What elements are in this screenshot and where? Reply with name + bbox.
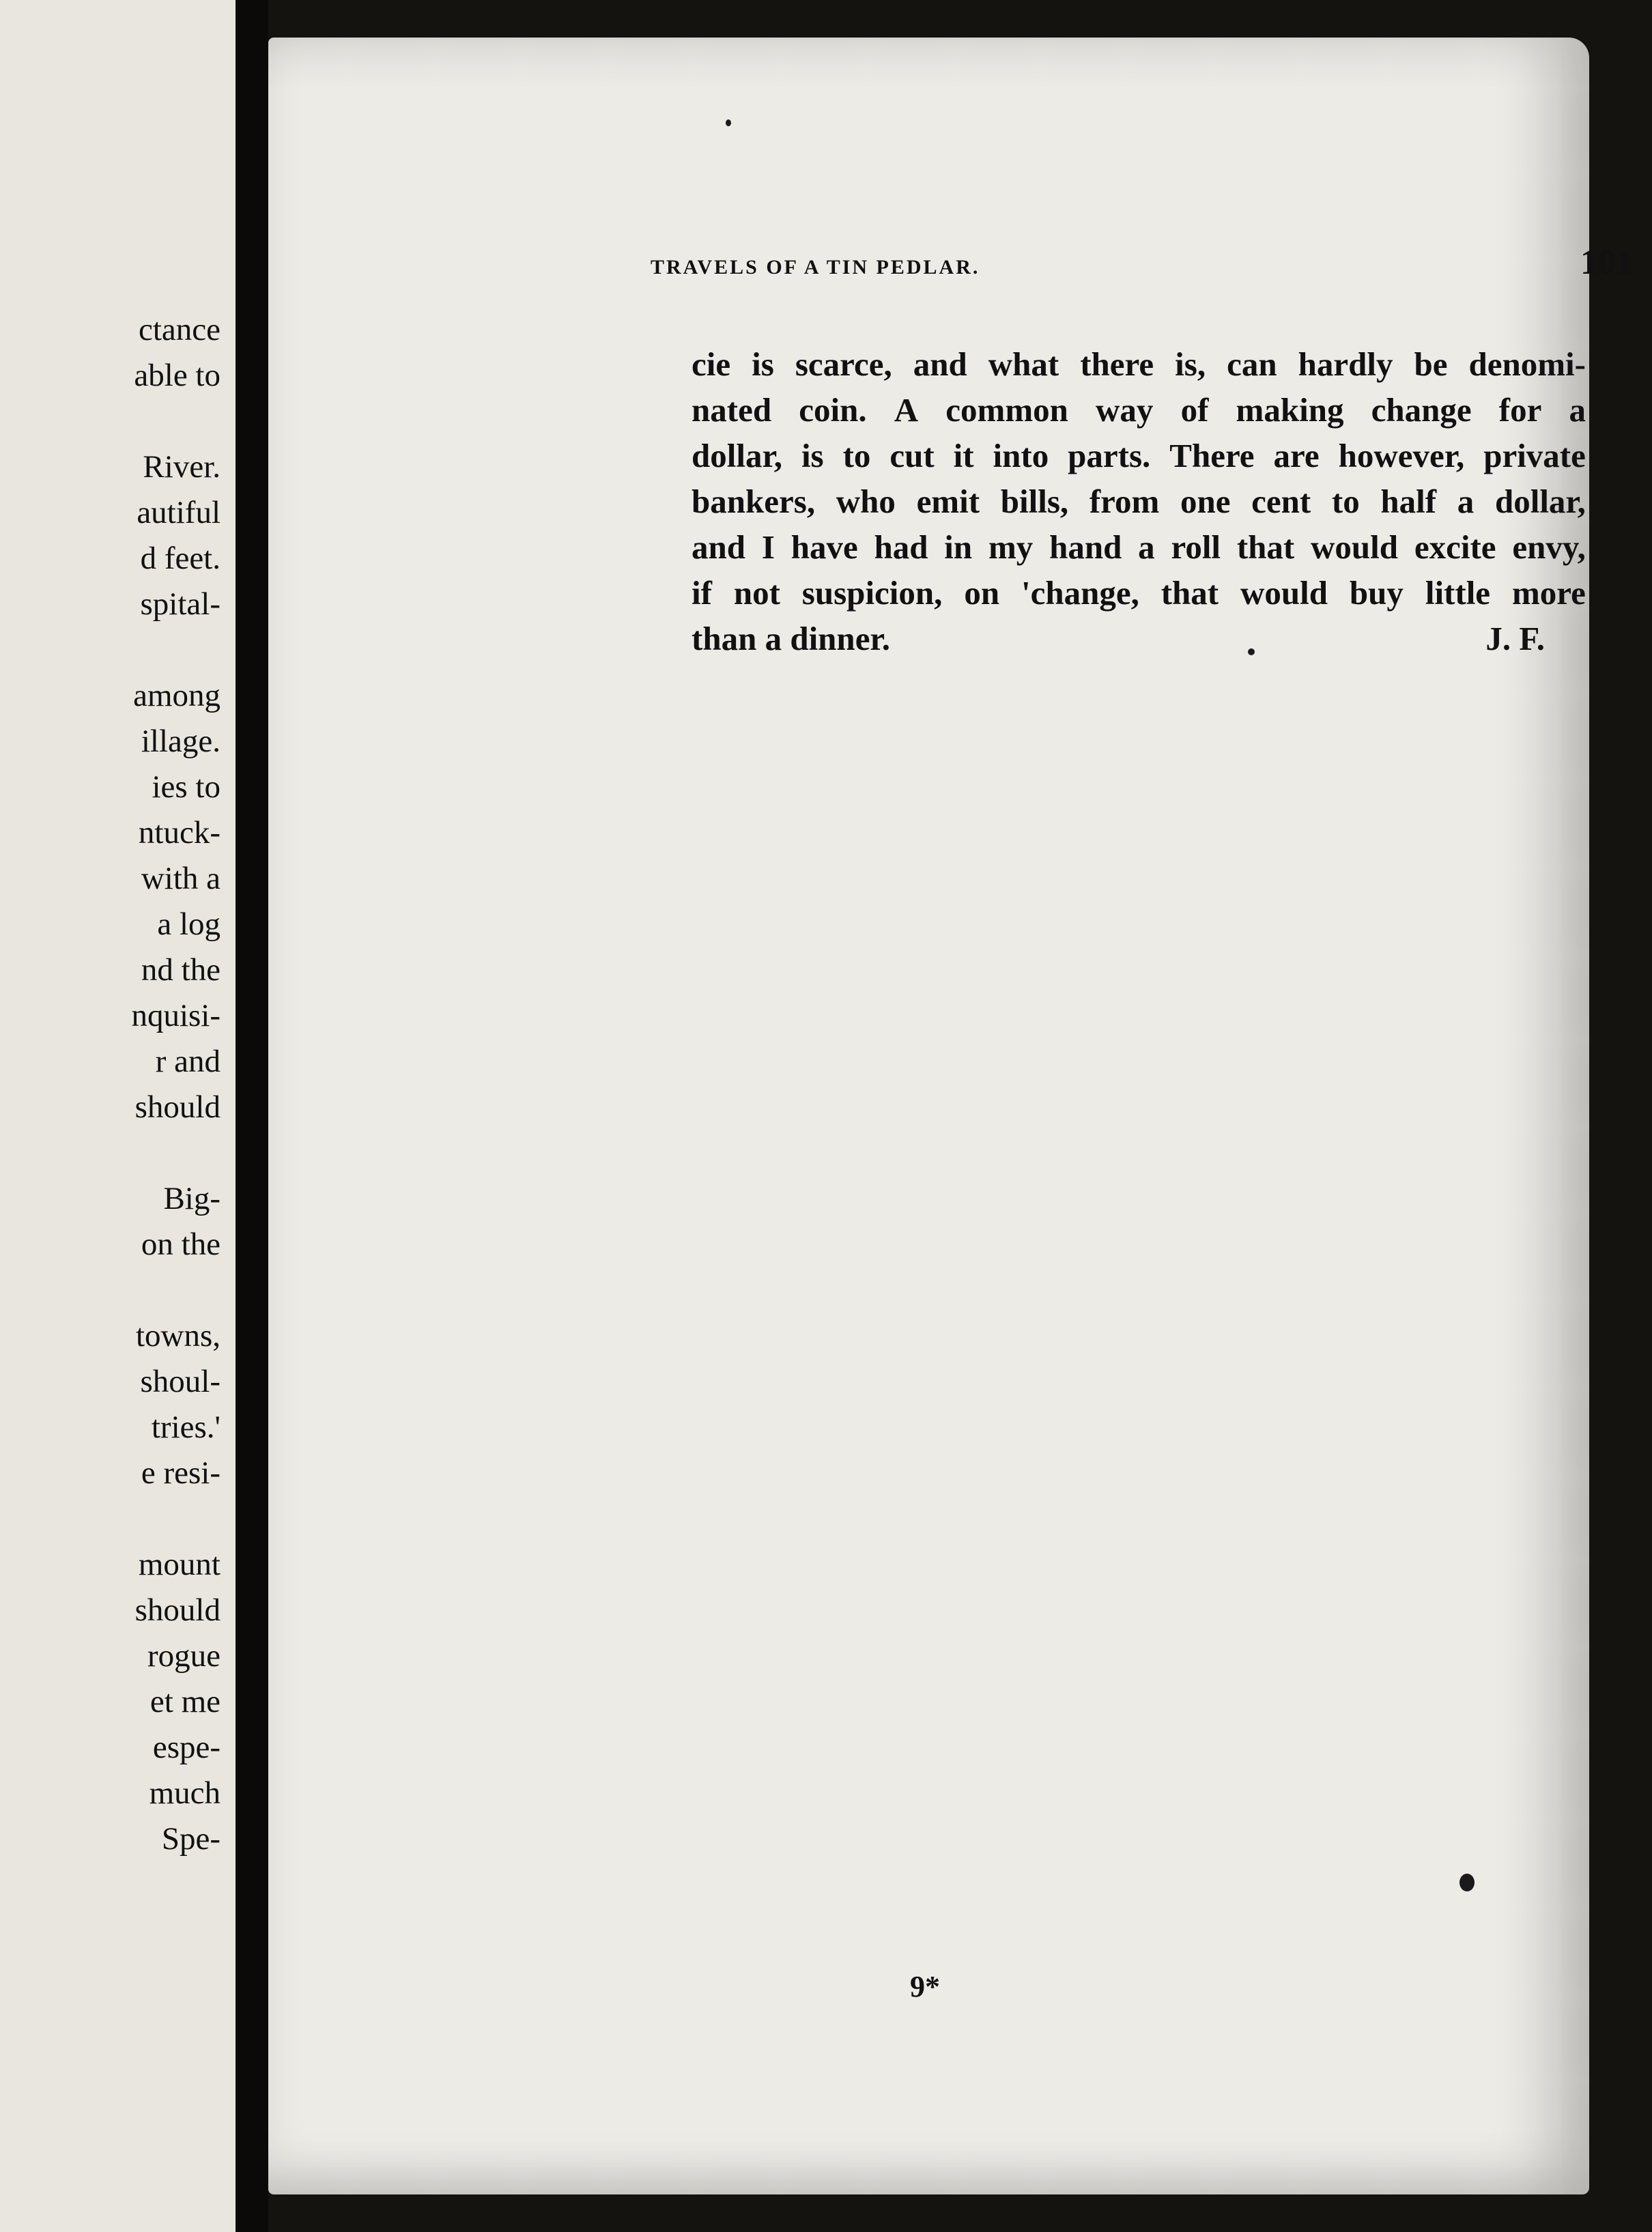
facing-page-line: d feet. bbox=[140, 541, 220, 576]
body-line: cie is scarce, and what there is, can hardly be denomi- bbox=[692, 345, 1586, 383]
facing-page-line: ctance bbox=[138, 312, 220, 347]
facing-page-line: Big- bbox=[163, 1181, 220, 1216]
facing-page-text bbox=[0, 307, 220, 1862]
facing-page-line: et me bbox=[149, 1684, 220, 1719]
facing-page-line: shoul- bbox=[140, 1364, 220, 1399]
body-last-line bbox=[692, 616, 1586, 661]
running-head: TRAVELS OF A TIN PEDLAR. bbox=[651, 256, 980, 278]
facing-page-line bbox=[0, 1268, 220, 1313]
body-line: bankers, who emit bills, from one cent to half a dollar, bbox=[692, 483, 1586, 520]
page-number: 101 bbox=[1580, 243, 1634, 282]
body-line: if not suspicion, on 'change, that would buy little more bbox=[692, 574, 1586, 612]
facing-page-line: rogue bbox=[147, 1638, 220, 1674]
body-line: and I have had in my hand a roll that would excite envy, bbox=[692, 528, 1586, 566]
facing-page-line: autiful bbox=[137, 495, 220, 530]
facing-page-line: r and bbox=[155, 1044, 220, 1079]
facing-page-line bbox=[0, 627, 220, 673]
facing-page-line: on the bbox=[141, 1227, 220, 1262]
facing-page-line: ies to bbox=[152, 769, 220, 805]
body-text bbox=[692, 341, 1586, 661]
author-signature: J. F. bbox=[1485, 620, 1545, 657]
facing-page-line: nquisi- bbox=[131, 998, 220, 1033]
facing-page-line: towns, bbox=[135, 1318, 220, 1354]
facing-page-line: River. bbox=[143, 449, 220, 485]
facing-page-line: espe- bbox=[152, 1730, 220, 1765]
facing-page-line: nd the bbox=[141, 952, 220, 988]
facing-page-line: with a bbox=[141, 861, 220, 896]
facing-page bbox=[0, 0, 236, 2232]
facing-page-line bbox=[0, 1130, 220, 1176]
facing-page-line: e resi- bbox=[141, 1455, 220, 1491]
facing-page-line: much bbox=[149, 1775, 220, 1811]
facing-page-line: spital- bbox=[140, 586, 220, 622]
body-line: nated coin. A common way of making change for a bbox=[692, 391, 1586, 429]
facing-page-line: a log bbox=[157, 906, 220, 942]
facing-page-line: mount bbox=[138, 1547, 220, 1582]
facing-page-line: should bbox=[134, 1089, 220, 1125]
facing-page-line: ntuck- bbox=[138, 815, 220, 850]
facing-page-line: illage. bbox=[141, 724, 220, 759]
closing-text: than a dinner. bbox=[692, 620, 890, 657]
facing-page-line bbox=[0, 1496, 220, 1542]
ink-speck bbox=[726, 119, 731, 126]
facing-page-line: Spe- bbox=[161, 1821, 220, 1857]
facing-page-line bbox=[0, 399, 220, 444]
book-gutter bbox=[236, 0, 268, 2232]
page-header bbox=[651, 235, 1634, 290]
ink-speck bbox=[1459, 1874, 1475, 1891]
page bbox=[268, 38, 1634, 2194]
facing-page-line: tries.' bbox=[151, 1410, 220, 1445]
ink-speck bbox=[1248, 648, 1255, 655]
facing-page-line: able to bbox=[134, 358, 220, 393]
signature-mark: 9* bbox=[910, 1970, 940, 2003]
facing-page-line: among bbox=[133, 678, 220, 713]
facing-page-line: should bbox=[134, 1592, 220, 1628]
body-line: dollar, is to cut it into parts. There are however, private bbox=[692, 437, 1586, 474]
